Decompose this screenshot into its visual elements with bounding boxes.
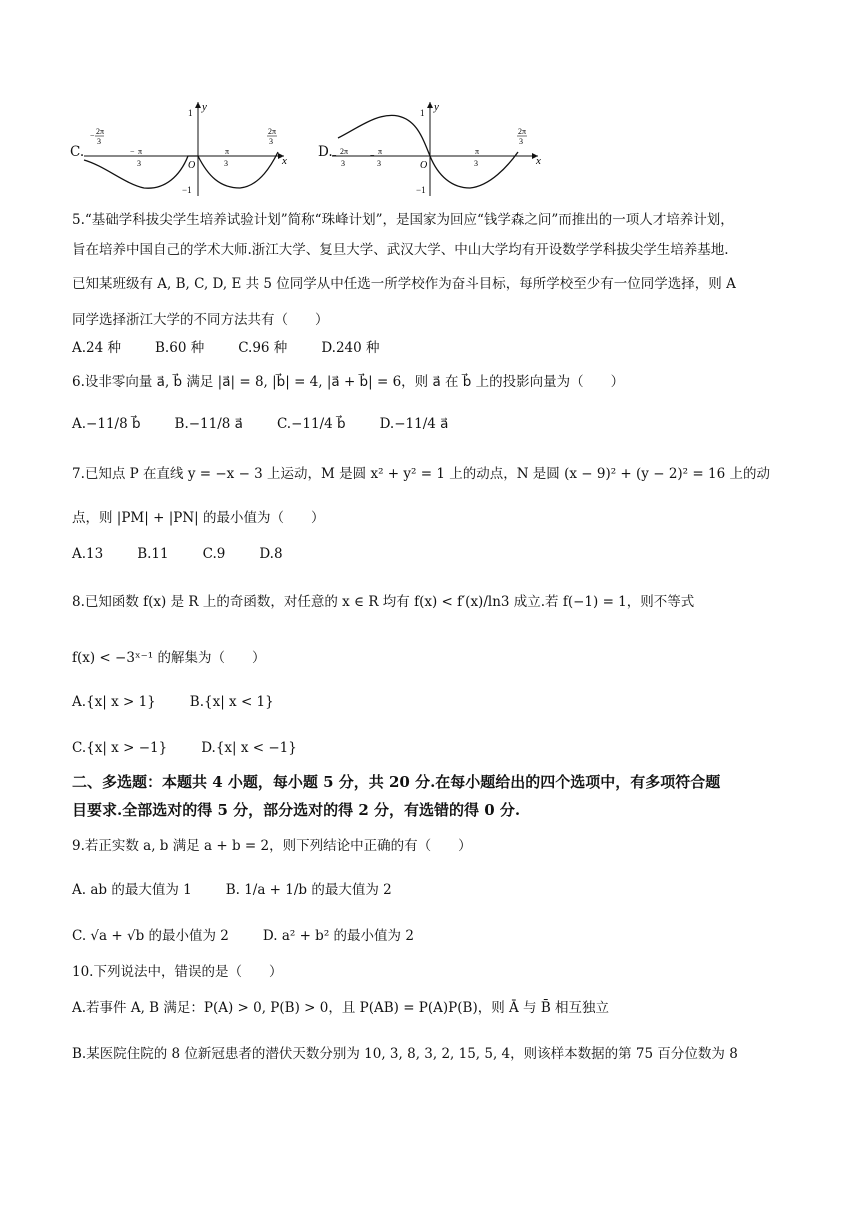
q6-option-c: C.−11/4 b⃗ xyxy=(276,416,346,432)
svg-text:−: − xyxy=(332,151,337,160)
graph-c-origin: O xyxy=(188,160,196,171)
graph-d-x-label: x xyxy=(536,155,541,167)
svg-text:1: 1 xyxy=(420,108,425,118)
q8-line2: f(x) < −3ˣ⁻¹ 的解集为（ ） xyxy=(72,650,266,666)
q6-stem: 6.设非零向量 a⃗, b⃗ 满足 |a⃗| = 8, |b⃗| = 4, |a⃗ + b⃗| = 6，则 a⃗ 在 b⃗ 上的投影向量为（ ） xyxy=(72,374,625,390)
svg-text:1: 1 xyxy=(188,108,193,118)
graph-d-svg xyxy=(318,98,548,198)
graph-c-y-label: y xyxy=(202,101,207,113)
graph-c-svg xyxy=(70,98,300,198)
svg-text:3: 3 xyxy=(224,159,228,168)
svg-text:−: − xyxy=(370,151,375,160)
q9-option-d: D. a² + b² 的最小值为 2 xyxy=(262,928,414,944)
graph-d-origin: O xyxy=(420,160,428,171)
svg-text:π: π xyxy=(225,147,230,156)
svg-text:2π: 2π xyxy=(518,127,527,136)
graph-d-neg-one: −1 xyxy=(416,185,426,195)
graph-c-x-label: x xyxy=(282,155,287,167)
svg-text:π: π xyxy=(475,147,480,156)
q7-option-a: A.13 xyxy=(72,546,104,562)
q5-option-a: A.24 种 xyxy=(72,340,122,356)
svg-text:2π: 2π xyxy=(96,127,105,136)
svg-text:3: 3 xyxy=(269,137,273,146)
q8-option-a: A.{x| x > 1} xyxy=(72,694,156,710)
graph-c-label: C. xyxy=(70,144,85,160)
q5-option-b: B.60 种 xyxy=(155,340,205,356)
q7-option-b: B.11 xyxy=(137,546,169,562)
svg-text:π: π xyxy=(138,147,143,156)
graph-d xyxy=(318,98,548,198)
q8-option-c: C.{x| x > −1} xyxy=(72,740,168,756)
svg-text:π: π xyxy=(378,147,383,156)
q7-option-d: D.8 xyxy=(259,546,283,562)
q7-line1: 7.已知点 P 在直线 y = −x − 3 上运动，M 是圆 x² + y² = 1 上的动点，N 是圆 (x − 9)² + (y − 2)² = 16 上的动 xyxy=(72,466,770,482)
q7-line2: 点，则 |PM| + |PN| 的最小值为（ ） xyxy=(72,510,325,526)
q10-option-a: A.若事件 A, B 满足：P(A) > 0, P(B) > 0，且 P(AB) = P(A)P(B)，则 Ā 与 B̄ 相互独立 xyxy=(72,1000,610,1016)
q8-line1: 8.已知函数 f(x) 是 R 上的奇函数，对任意的 x ∈ R 均有 f(x) < f′(x)/ln3 成立.若 f(−1) = 1，则不等式 xyxy=(72,594,695,610)
q9-options-ab xyxy=(72,880,426,900)
q5-line1: 5.“基础学科拔尖学生培养试验计划”简称“珠峰计划”，是国家为回应“钱学森之问”而推出的一项人才培养计划， xyxy=(72,212,734,228)
q9-option-c: C. √a + √b 的最小值为 2 xyxy=(72,928,229,944)
q5-line4: 同学选择浙江大学的不同方法共有（ ） xyxy=(72,312,329,328)
q5-line3: 已知某班级有 A, B, C, D, E 共 5 位同学从中任选一所学校作为奋斗目标，每所学校至少有一位同学选择，则 A xyxy=(72,276,736,292)
section2-line1: 二、多选题：本题共 4 小题，每小题 5 分，共 20 分.在每小题给出的四个选项中，有多项符合题 xyxy=(72,773,721,791)
q7-options xyxy=(72,544,317,564)
q5-line2: 旨在培养中国自己的学术大师.浙江大学、复旦大学、武汉大学、中山大学均有开设数学学科拔尖学生培养基地. xyxy=(72,242,729,258)
svg-text:2π: 2π xyxy=(268,127,277,136)
q5-option-c: C.96 种 xyxy=(238,340,288,356)
q7-option-c: C.9 xyxy=(202,546,226,562)
q9-stem: 9.若正实数 a, b 满足 a + b = 2，则下列结论中正确的有（ ） xyxy=(72,838,472,854)
q6-option-b: B.−11/8 a⃗ xyxy=(174,416,243,432)
graph-d-y-label: y xyxy=(434,101,439,113)
q9-option-a: A. ab 的最大值为 1 xyxy=(72,882,192,898)
svg-text:3: 3 xyxy=(97,137,101,146)
q10-option-b: B.某医院住院的 8 位新冠患者的潜伏天数分别为 10, 3, 8, 3, 2, 15, 5, 4，则该样本数据的第 75 百分位数为 8 xyxy=(72,1046,738,1062)
q8-option-d: D.{x| x < −1} xyxy=(201,740,297,756)
q9-options-cd xyxy=(72,926,448,946)
q6-option-a: A.−11/8 b⃗ xyxy=(72,416,141,432)
q8-options-cd xyxy=(72,738,331,758)
q9-option-b: B. 1/a + 1/b 的最大值为 2 xyxy=(225,882,392,898)
q5-options xyxy=(72,338,414,358)
section2-line2: 目要求.全部选对的得 5 分，部分选对的得 2 分，有选错的得 0 分. xyxy=(72,801,521,819)
svg-text:−: − xyxy=(130,147,135,156)
q5-option-d: D.240 种 xyxy=(321,340,380,356)
svg-text:3: 3 xyxy=(377,159,381,168)
graph-c-neg-one: −1 xyxy=(182,185,192,195)
q8-option-b: B.{x| x < 1} xyxy=(189,694,274,710)
svg-text:3: 3 xyxy=(137,159,141,168)
svg-text:2π: 2π xyxy=(340,147,349,156)
svg-text:−: − xyxy=(90,131,95,140)
svg-text:3: 3 xyxy=(519,137,523,146)
q6-options xyxy=(72,414,482,434)
q8-options-ab xyxy=(72,692,308,712)
q6-option-d: D.−11/4 a⃗ xyxy=(379,416,449,432)
svg-text:3: 3 xyxy=(341,159,345,168)
graph-c xyxy=(70,98,300,198)
q10-stem: 10.下列说法中，错误的是（ ） xyxy=(72,964,283,980)
svg-text:3: 3 xyxy=(474,159,478,168)
graph-d-label: D. xyxy=(318,144,333,160)
